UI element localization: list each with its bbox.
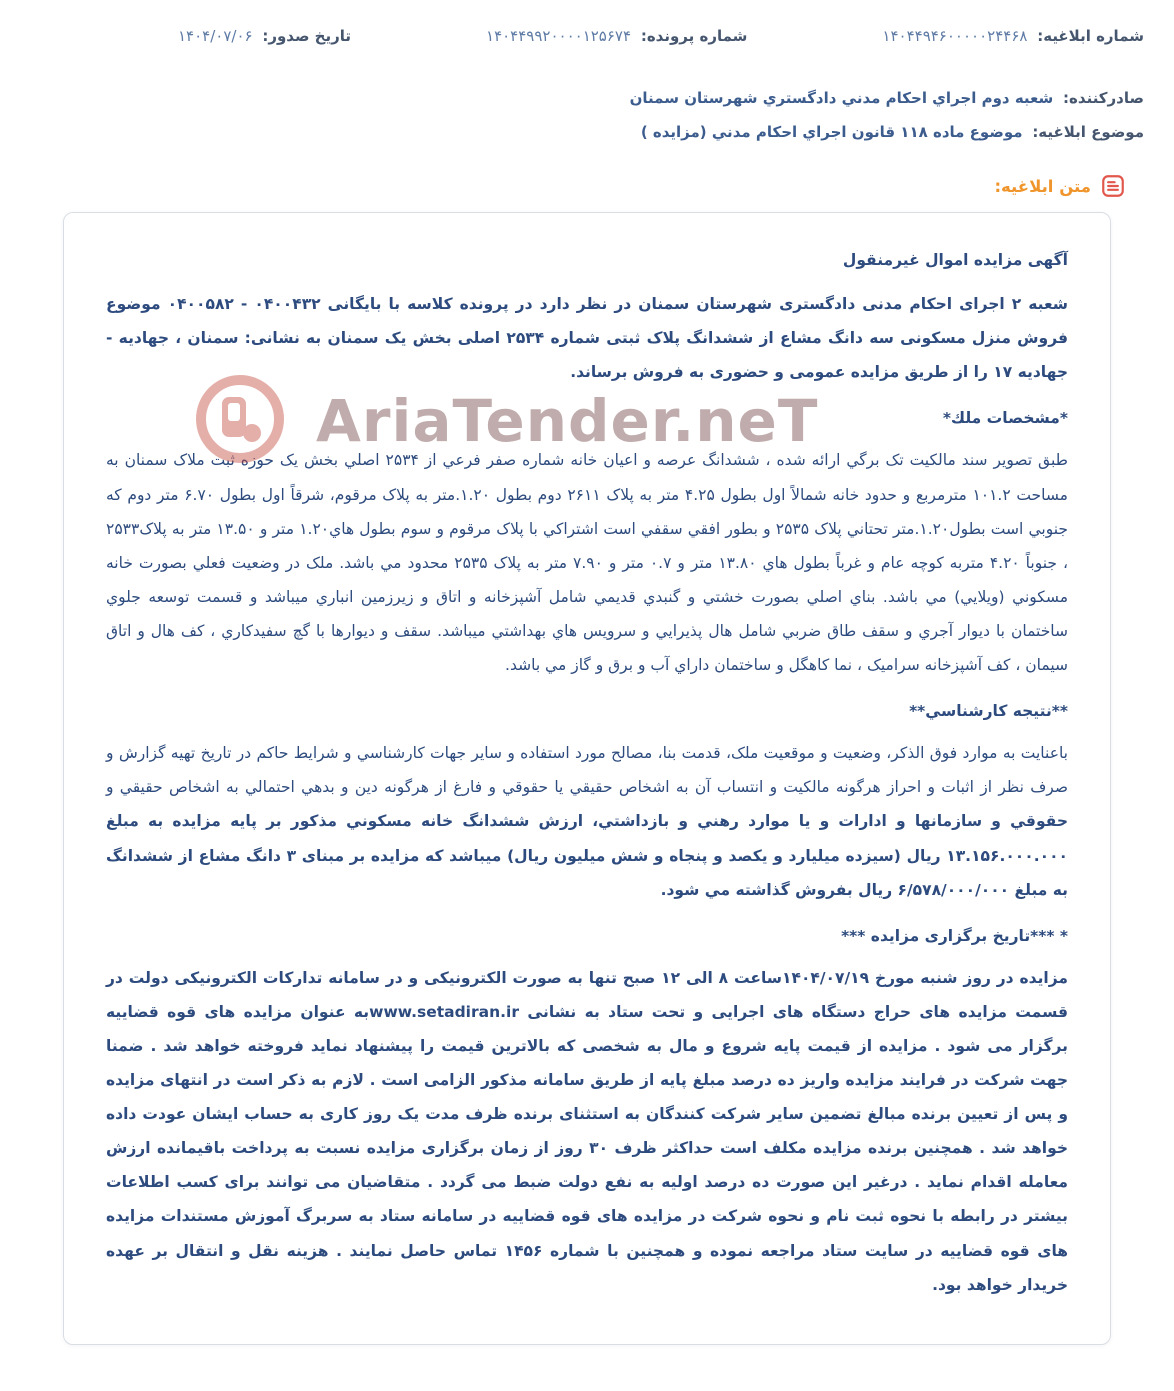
notice-body-label-row (0, 173, 1174, 199)
issue-date-label: تاریخ صدور: (262, 27, 352, 45)
subject-line (0, 123, 1174, 141)
issue-date (178, 27, 351, 45)
property-specs-paragraph: طبق تصویر سند مالکیت تک برگي ارائه شده ، ششدانگ عرصه و اعیان خانه شماره صفر فرعي از ۲۵۳۴ اصلي بخش یک حوزه ثبت ملاک سمنان به مساحت ۱۰۱.۲ مترمربع و حدود خانه شمالاً اول بطول ۴.۲۵ متر به پلاک ۲۶۱۱ دوم بطول ۱.۲۰.متر به پلاک مرقوم، شرقاً اول بطول ۶.۷۰ متر دوم که جنوبي است بطول۱.۲۰.متر تحتاني پلاک ۲۵۳۵ و بطور افقي سقفي است اشتراکي با پلاک مرقوم و سوم بطول هاي۱.۲۰ متر و ۱۳.۵۰ متر به پلاک۲۵۳۳ ، جنوباً ۴.۲۰ متربه کوچه عام و غرباً بطول هاي ۱۳.۸۰ متر و ۰.۷ متر و ۷.۹۰ متر به پلاک ۲۵۳۵ محدود مي باشد. ملک در وضعیت فعلي بصورت خانه مسکوني (ویلایي) مي باشد. بناي اصلي بصورت خشتي و گنبدي قدیمي شامل آشپزخانه و اتاق و زیرزمین انباري میباشد و قسمت توسعه جلوي ساختمان با دیوار آجري و سقف طاق ضربي شامل هال پذیرایي و سرویس هاي بهداشتي میباشد. سقف و دیوارها با گچ سفیدکاري ، کف هال و اتاق سیمان ، کف آشپزخانه سرامیک ، نما کاهگل و ساختمان داراي آب و برق و گاز مي باشد. (106, 451, 1068, 675)
expert-result-heading: **نتیجه کارشناسي** (909, 702, 1068, 721)
notice-text-icon (1100, 173, 1126, 199)
issuer-label: صادرکننده: (1063, 89, 1144, 107)
case-number-value: ۱۴۰۴۴۹۹۲۰۰۰۰۱۲۵۶۷۴ (486, 27, 632, 45)
expert-result-paragraph (106, 736, 1068, 906)
subject-label: موضوع ابلاغیه: (1032, 123, 1144, 141)
watermark-text: AriaTender.neT (316, 387, 819, 455)
auction-title: آگهی مزایده اموال غیرمنقول (842, 251, 1068, 269)
notice-number-label: شماره ابلاغیه: (1037, 27, 1144, 45)
notice-number (882, 27, 1144, 45)
issuer-value: شعبه دوم اجراي احکام مدني دادگستري شهرستان سمنان (629, 89, 1054, 107)
auction-terms-paragraph: مزایده در روز شنبه مورخ ۱۴۰۴/۰۷/۱۹ساعت ۸ الی ۱۲ صبح تنها به صورت الکترونیکی و در سامانه تدارکات الکترونیکی دولت در قسمت مزایده های حراج دستگاه های اجرایی و تحت ستاد به نشانی www.setadiran.irبه عنوان مزایده های قوه قضاییه برگزار می شود . مزایده از قیمت پایه شروع و مال به شخصی که بالاترین قیمت را پیشنهاد نماید فروخته خواهد شد . ضمنا جهت شرکت در فرایند مزایده واریز ده درصد مبلغ پایه از طریق سامانه مذکور الزامی است . لازم به ذکر است در انتهای مزایده و پس از تعیین برنده مبالغ تضمین سایر شرکت کنندگان به استثنای برنده ظرف مدت یک روز کاری به حساب ایشان عودت داده خواهد شد . همچنین برنده مزایده مکلف است حداکثر ظرف ۳۰ روز از زمان برگزاری مزایده نسبت به پرداخت باقیمانده ارزش معامله اقدام نماید . درغیر این صورت ده درصد اولیه به نفع دولت ضبط می گردد . متقاضیان می توانند برای کسب اطلاعات بیشتر در رابطه با نحوه ثبت نام و نحوه شرکت در مزایده های قوه قضاییه در سامانه ستاد به سربرگ آموزش مستندات مزایده های قوه قضاییه در سایت ستاد مراجعه نموده و همچنین با شماره ۱۴۵۶ تماس حاصل نمایند . هزینه نقل و انتقال بر عهده خریدار خواهد بود. (106, 968, 1069, 1294)
auction-intro-paragraph: شعبه ۲ اجرای احکام مدنی دادگستری شهرستان سمنان در نظر دارد در پرونده کلاسه با بایگانی ۰۴۰۰۴۳۲ - ۰۴۰۰۵۸۲ موضوع فروش منزل مسکونی سه دانگ مشاع از ششدانگ پلاک ثبتی شماره ۲۵۳۴ اصلی بخش یک سمنان به نشانی: سمنان ، جهادیه - جهادیه ۱۷ را از طریق مزایده عمومی و حضوری به فروش برساند. (106, 295, 1069, 382)
notice-box (63, 212, 1111, 1345)
notice-text (106, 243, 1068, 1302)
property-specs-heading: *مشخصات ملك* (942, 409, 1068, 428)
expert-result-bold: حقوقي و سازمانها و ادارات و یا موارد رهني و بازداشتي، ارزش ششدانگ خانه مسکوني مذکور بر پایه مزایده به مبلغ ۱۳.۱۵۶.۰۰۰.۰۰۰ ریال (سیزده میلیارد و یکصد و پنجاه و شش میلیون ریال) میباشد که مزایده بر مبنای ۳ دانگ مشاع از ششدانگ به مبلغ ۶/۵۷۸/۰۰۰/۰۰۰ ریال بفروش گذاشته مي شود. (106, 812, 1068, 899)
case-number-label: شماره پرونده: (640, 27, 748, 45)
expert-result-normal: باعنایت به موارد فوق الذکر، وضعیت و موقعیت ملک، قدمت بنا، مصالح مورد استفاده و سایر جهات کارشناسي و شرایط حاکم در تاریخ تهیه گزارش و صرف نظر از اثبات و احراز هرگونه مالکیت و انتساب آن به اشخاص حقیقي یا حقوقي و فارغ از هرگونه دین و بدهي احتمالي به اشخاص حقیقي و (106, 744, 1068, 797)
subject-value: موضوع ماده ۱۱۸ قانون اجراي احکام مدني (مزایده ) (640, 123, 1023, 141)
notice-body-label: متن ابلاغیه: (994, 176, 1091, 196)
auction-date-heading: * ***تاریخ برگزاری مزایده *** (841, 926, 1068, 945)
issue-date-value: ۱۴۰۴/۰۷/۰۶ (178, 27, 253, 45)
header-meta-row (0, 0, 1174, 45)
issuer-line (0, 89, 1174, 107)
notice-number-value: ۱۴۰۴۴۹۴۶۰۰۰۰۰۲۴۴۶۸ (882, 27, 1028, 45)
case-number (486, 27, 747, 45)
